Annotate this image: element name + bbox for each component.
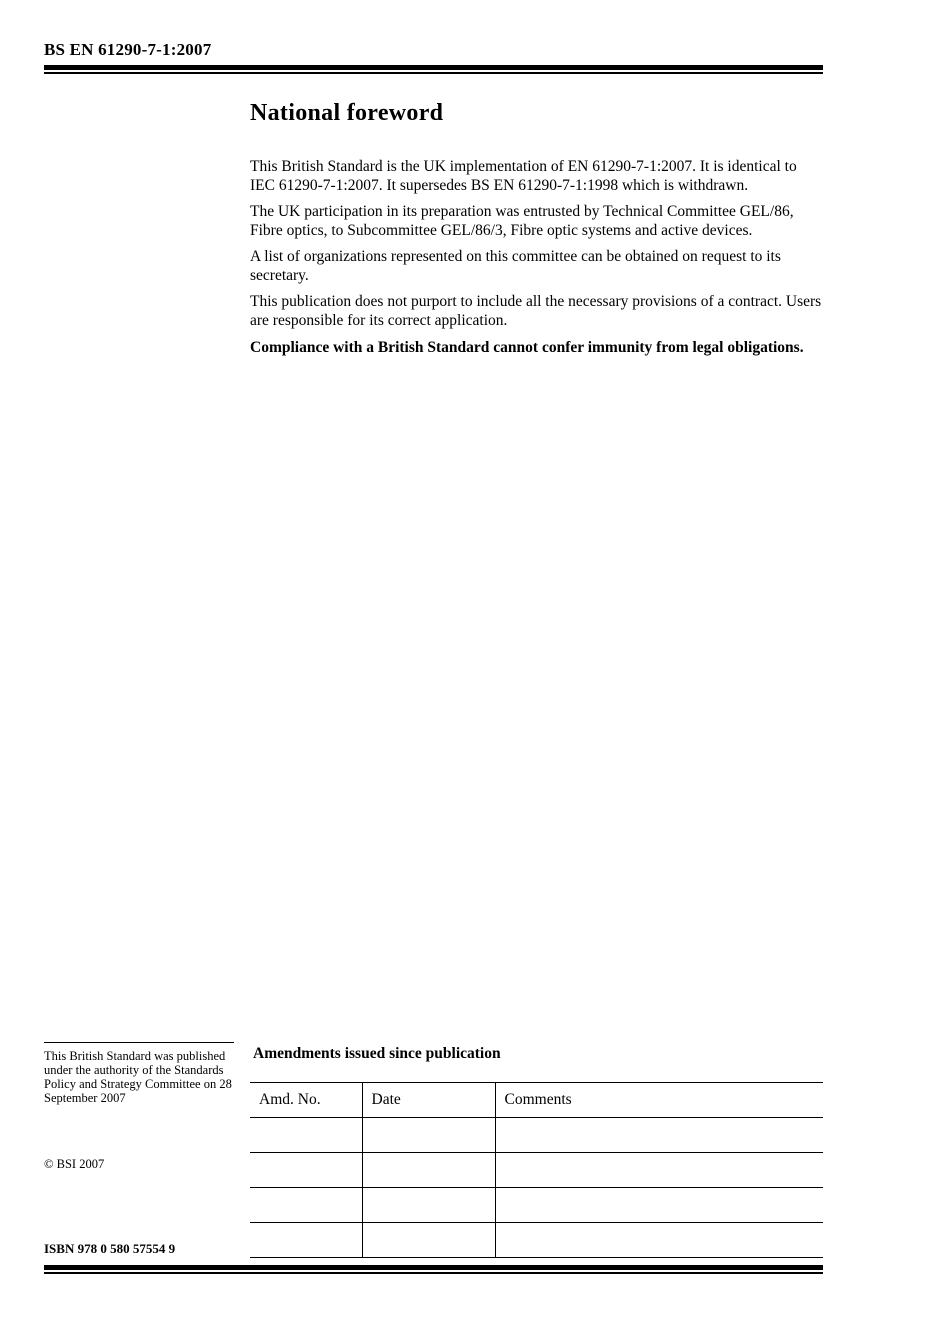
- amendments-empty-cell: [495, 1223, 823, 1258]
- publisher-block-rule: [44, 1042, 234, 1043]
- amendments-title: Amendments issued since publication: [253, 1045, 501, 1062]
- compliance-note: Compliance with a British Standard cannot confer immunity from legal obligations.: [250, 339, 804, 356]
- page-title: National foreword: [250, 100, 444, 126]
- amendments-empty-cell: [362, 1153, 495, 1188]
- amendments-empty-cell: [250, 1118, 362, 1153]
- amendments-empty-cell: [362, 1118, 495, 1153]
- amendments-table: [250, 1082, 823, 1258]
- amendments-empty-row: [250, 1223, 823, 1258]
- amendments-empty-row: [250, 1153, 823, 1188]
- foreword-section: [250, 100, 824, 366]
- header-rule-thin: [44, 72, 823, 74]
- amendments-empty-cell: [250, 1153, 362, 1188]
- footer-rule: [44, 1265, 823, 1274]
- amendments-empty-cell: [250, 1223, 362, 1258]
- header-rule: [44, 65, 823, 74]
- amendments-empty-cell: [362, 1188, 495, 1223]
- amendments-empty-cell: [495, 1188, 823, 1223]
- amendments-empty-row: [250, 1188, 823, 1223]
- publisher-note: This British Standard was published under the authority of the Standards Policy and Strategy Committee on 28 September 2007: [44, 1049, 232, 1105]
- amendments-col-comments: Comments: [495, 1083, 823, 1118]
- foreword-paragraph-participation: The UK participation in its preparation was entrusted by Technical Committee GEL/86, Fibre optics, to Subcommittee GEL/86/3, Fibre optic systems and active devices.: [250, 203, 794, 239]
- foreword-paragraph-implementation: This British Standard is the UK implementation of EN 61290-7-1:2007. It is identical to IEC 61290-7-1:2007. It supersedes BS EN 61290-7-1:1998 which is withdrawn.: [250, 158, 797, 194]
- amendments-empty-row: [250, 1118, 823, 1153]
- document-reference: BS EN 61290-7-1:2007: [44, 40, 212, 59]
- amendments-col-date: Date: [362, 1083, 495, 1118]
- amendments-empty-cell: [362, 1223, 495, 1258]
- amendments-empty-cell: [250, 1188, 362, 1223]
- amendments-empty-cell: [495, 1153, 823, 1188]
- amendments-header-row: [250, 1083, 823, 1118]
- foreword-paragraph-organizations: A list of organizations represented on this committee can be obtained on request to its secretary.: [250, 248, 781, 284]
- foreword-paragraph-contract: This publication does not purport to include all the necessary provisions of a contract. Users are responsible for its correct application.: [250, 293, 822, 329]
- footer-rule-thin: [44, 1272, 823, 1274]
- isbn-number: ISBN 978 0 580 57554 9: [44, 1241, 176, 1256]
- amendments-section: [250, 1045, 823, 1258]
- footer-rule-thick: [44, 1265, 823, 1270]
- publisher-block: [44, 1042, 234, 1105]
- amendments-col-amd-no: Amd. No.: [250, 1083, 362, 1118]
- header-rule-thick: [44, 65, 823, 70]
- copyright-notice: © BSI 2007: [44, 1157, 105, 1171]
- amendments-empty-cell: [495, 1118, 823, 1153]
